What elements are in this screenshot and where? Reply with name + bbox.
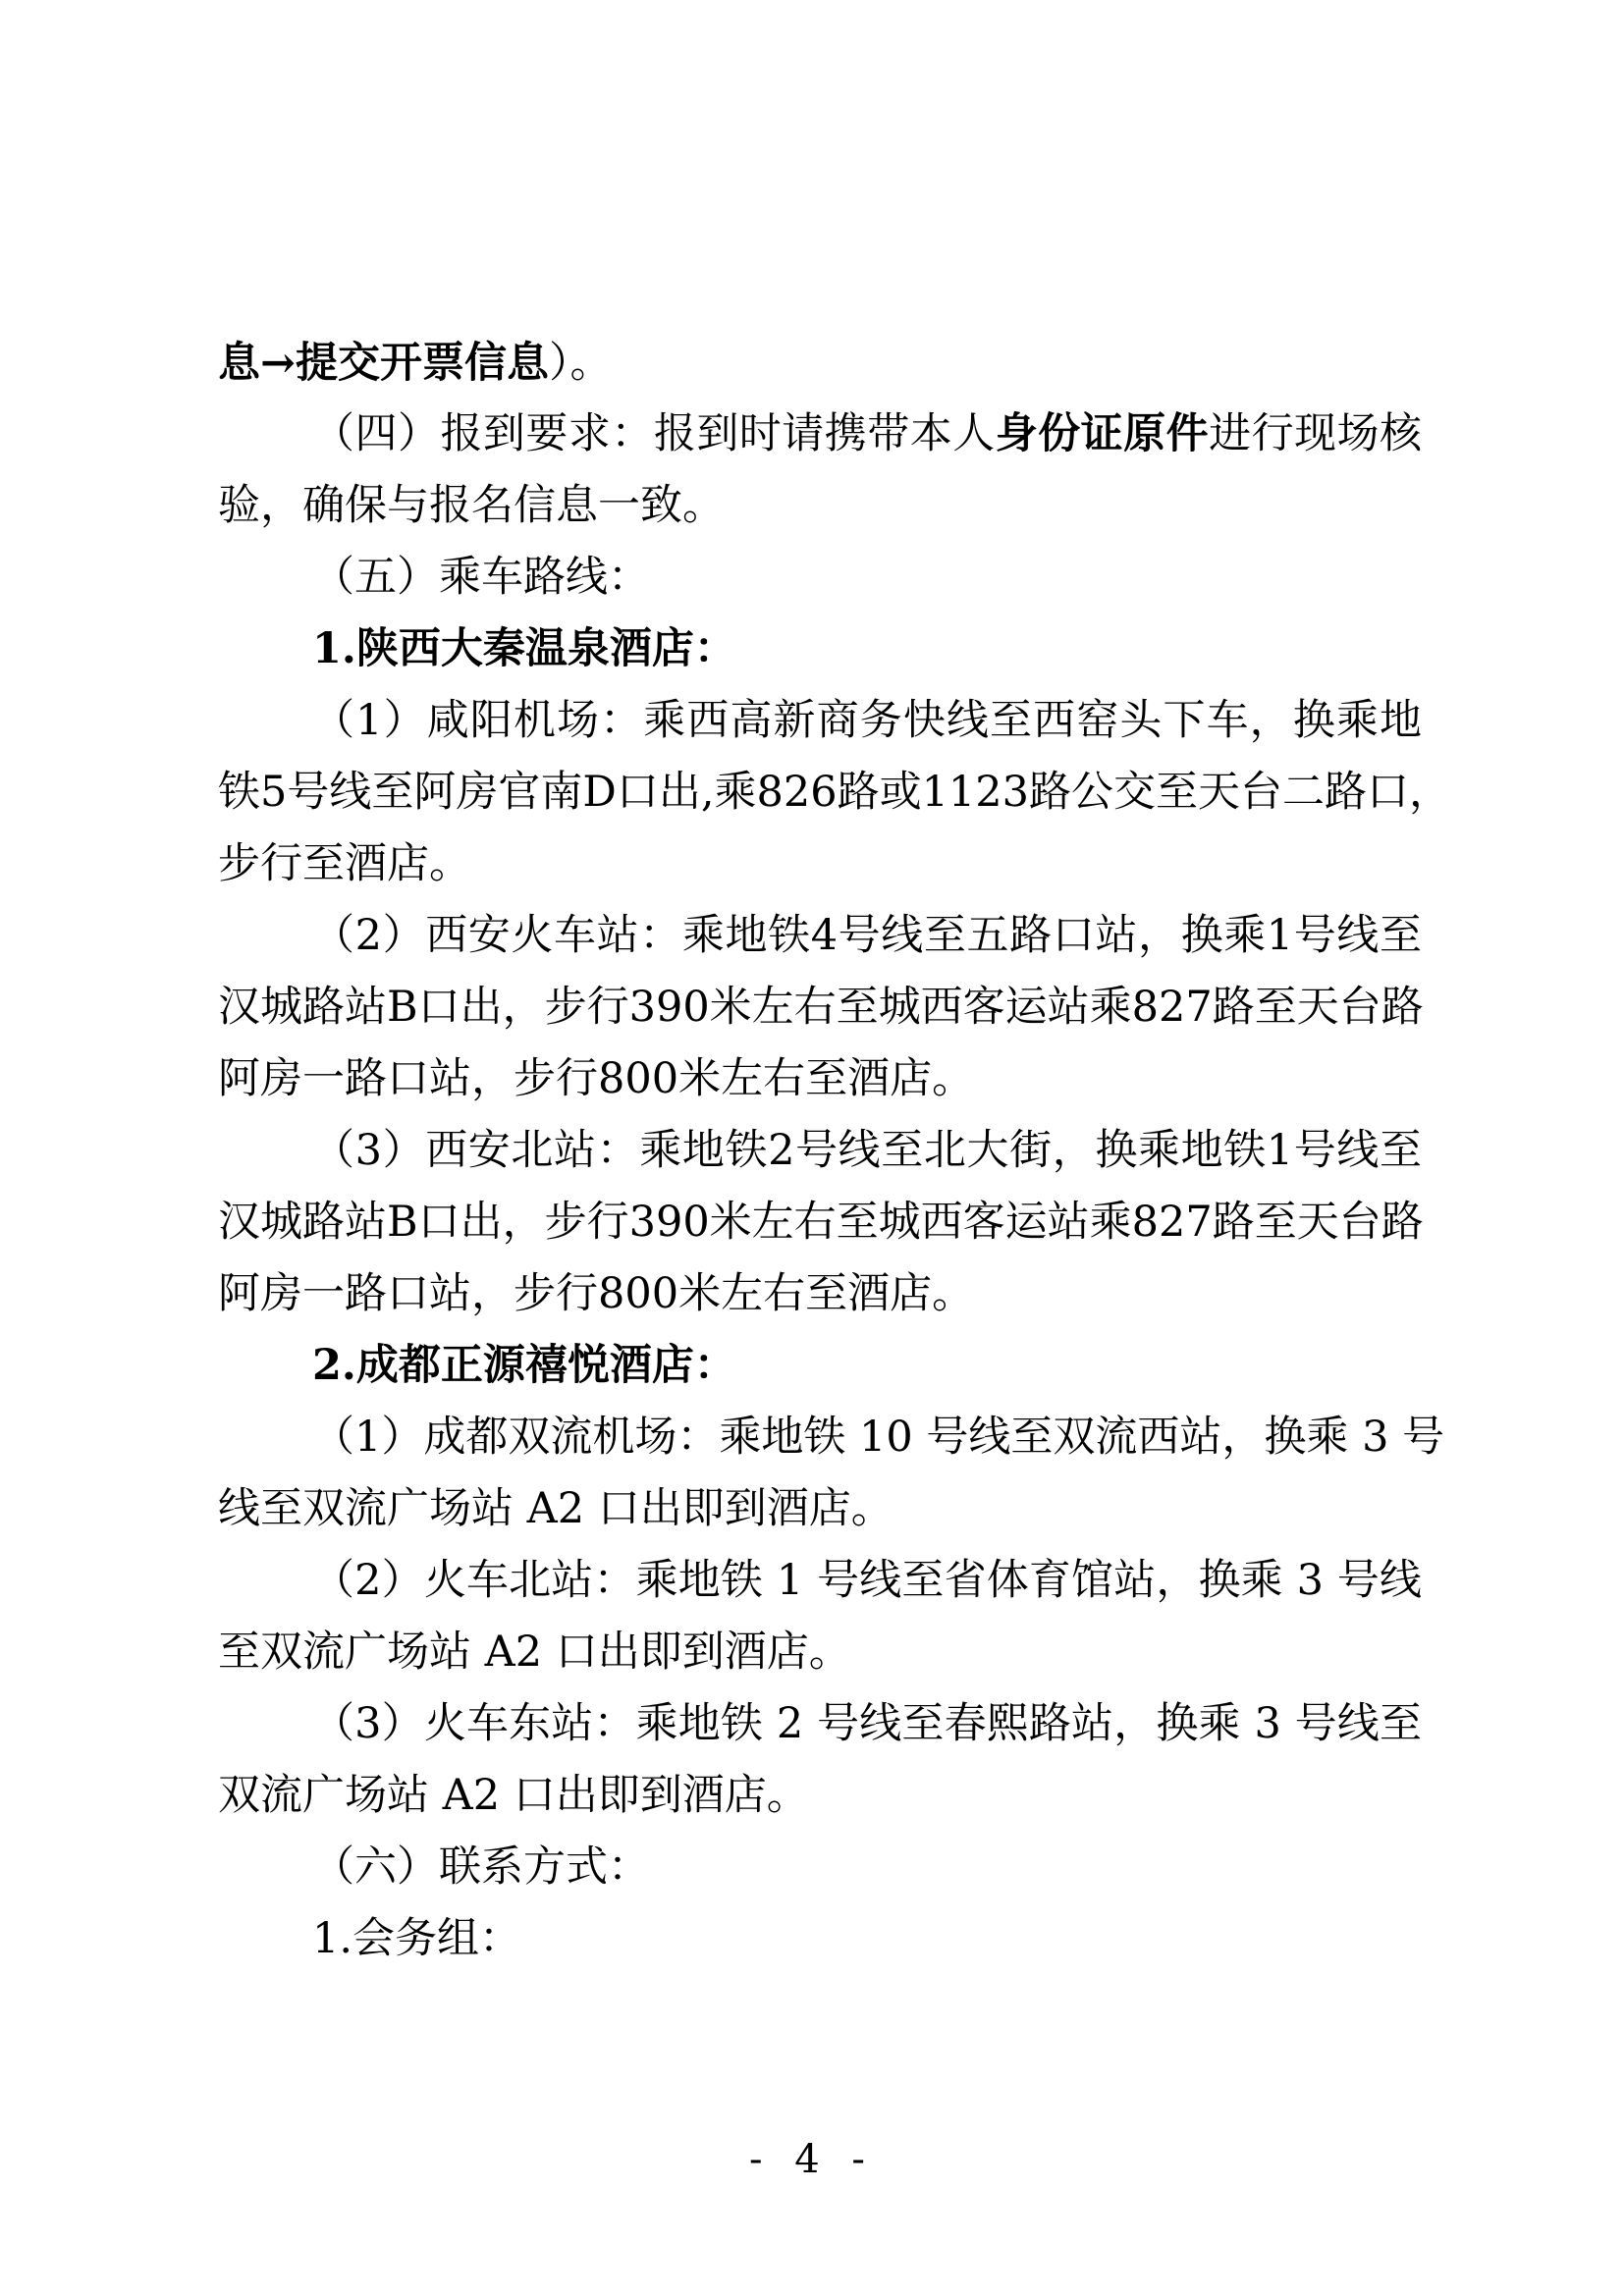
text-line [312,404,1422,463]
text-run: 线至双流广场站 A2 口出即到酒店。 [218,1484,893,1533]
text-run: （1）成都双流机场：乘地铁 10 号线至双流西站，换乘 3 号 [312,1413,1445,1462]
bold-text: 息→提交开票信息 [218,339,550,388]
text-run: （3）火车东站：乘地铁 2 号线至春熙路站，换乘 3 号线至 [312,1699,1422,1748]
text-line [312,1408,1445,1467]
bold-text: 1.陕西大秦温泉酒店： [312,624,736,673]
text-run: （四）报到要求：报到时请携带本人 [312,409,996,458]
bold-text: 2.成都正源禧悦酒店： [312,1341,736,1390]
text-line [218,334,613,393]
text-line [312,691,1422,750]
text-line [218,476,725,535]
subsection-heading [312,619,736,678]
text-run: 汉城路站B口出，步行390米左右至城西客运站乘827路至天台路 [218,1198,1424,1247]
text-run: 双流广场站 A2 口出即到酒店。 [218,1771,809,1820]
text-line [312,1121,1422,1180]
section-heading [312,1838,650,1896]
text-run: （六）联系方式： [312,1842,650,1892]
text-run: （五）乘车路线： [312,553,650,602]
text-line [218,978,1422,1037]
text-line [312,1909,521,1968]
section-heading [312,548,650,607]
text-line [218,1623,851,1682]
bold-text: 身份证原件 [995,409,1210,458]
text-run: 阿房一路口站，步行800米左右至酒店。 [218,1054,975,1103]
text-line [312,1694,1422,1753]
text-line [312,1551,1422,1610]
text-line [218,1264,974,1323]
text-run: （2）西安火车站：乘地铁4号线至五路口站，换乘1号线至 [312,911,1422,960]
text-run: 汉城路站B口出，步行390米左右至城西客运站乘827路至天台路 [218,983,1424,1032]
text-run: 铁5号线至阿房官南D口出,乘826路或1123路公交至天台二路口， [218,768,1452,817]
text-run: （2）火车北站：乘地铁 1 号线至省体育馆站，换乘 3 号线 [312,1556,1422,1605]
text-run: 1.会务组： [312,1914,522,1963]
text-run: 进行现场核 [1209,409,1423,458]
text-line [312,906,1422,965]
text-line [218,1193,1422,1252]
text-line [218,763,1452,822]
text-line [218,1049,974,1108]
text-line [218,834,471,893]
text-run: ）。 [549,339,613,388]
text-run: 至双流广场站 A2 口出即到酒店。 [218,1628,851,1677]
text-run: 验，确保与报名信息一致。 [218,481,725,530]
page-number: - 4 - [749,2137,875,2182]
text-line [218,1479,893,1538]
text-line [218,1766,809,1825]
text-run: （3）西安北站：乘地铁2号线至北大街，换乘地铁1号线至 [312,1126,1422,1175]
text-run: 步行至酒店。 [218,839,471,888]
subsection-heading [312,1336,736,1395]
text-run: （1）咸阳机场：乘西高新商务快线至西窑头下车，换乘地 [312,696,1422,745]
text-run: 阿房一路口站，步行800米左右至酒店。 [218,1269,975,1318]
